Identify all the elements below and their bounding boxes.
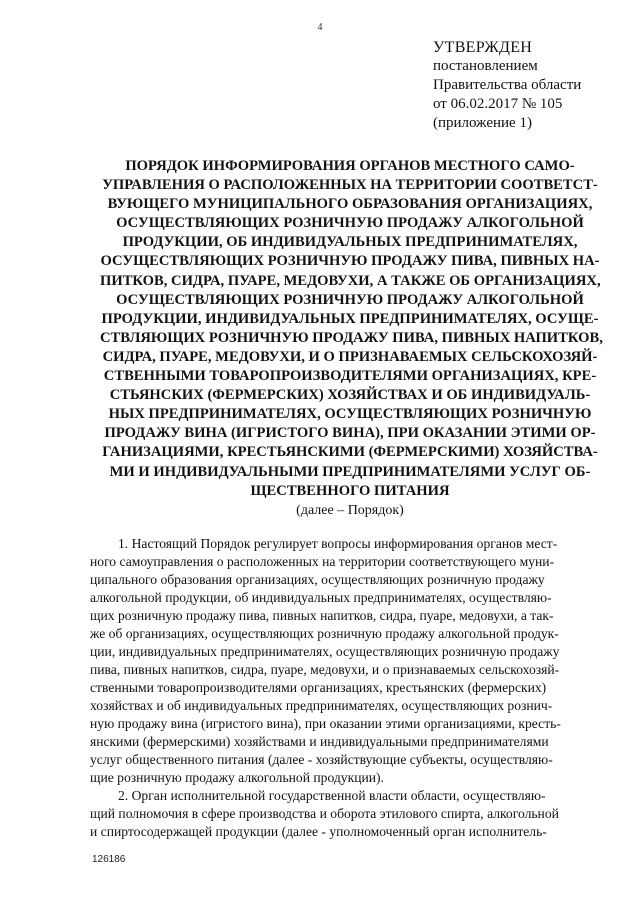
title-line: ПИТКОВ, СИДРА, ПУАРЕ, МЕДОВУХИ, А ТАКЖЕ ОБ ОРГАНИЗАЦИЯХ, bbox=[100, 272, 601, 289]
paragraph-1-line: услуг общественного питания (далее - хозяйствующие субъекты, осуществляю- bbox=[90, 752, 553, 767]
paragraph-1-line: же об организациях, осуществляющих розничную продажу алкогольной продук- bbox=[90, 626, 559, 641]
document-title bbox=[100, 157, 603, 520]
approval-block bbox=[433, 38, 633, 133]
paragraph-1-line: алкогольной продукции, об индивидуальных предпринимателях, осуществляю- bbox=[90, 590, 552, 605]
title-line: НЫХ ПРЕДПРИНИМАТЕЛЯХ, ОСУЩЕСТВЛЯЮЩИХ РОЗНИЧНУЮ bbox=[108, 406, 592, 423]
paragraph-1-line: хозяйствах и об индивидуальных предпринимателях, осуществляющих рознич- bbox=[90, 698, 553, 713]
title-line: ПРОДУКЦИИ, ОБ ИНДИВИДУАЛЬНЫХ ПРЕДПРИНИМАТЕЛЯХ, bbox=[122, 234, 578, 251]
paragraph-1-line: пива, пивных напитков, сидра, пуаре, медовухи, и о признаваемых сельскохозяй- bbox=[90, 662, 560, 677]
title-line: СИДРА, ПУАРЕ, МЕДОВУХИ, И О ПРИЗНАВАЕМЫХ СЕЛЬСКОХОЗЯЙ- bbox=[102, 348, 598, 365]
paragraph-1-line: ного самоуправления о расположенных на территории соответствующего муни- bbox=[90, 554, 555, 569]
paragraph-2-line: и спиртосодержащей продукции (далее - уполномоченный орган исполнитель- bbox=[90, 824, 547, 839]
title-line: ЩЕСТВЕННОГО ПИТАНИЯ bbox=[250, 482, 450, 499]
paragraph-2-line: щий полномочия в сфере производства и оборота этилового спирта, алкогольной bbox=[90, 806, 559, 821]
page-number: 4 bbox=[317, 22, 323, 33]
paragraph-1-line: ципального образования организациях, осуществляющих розничную продажу bbox=[90, 572, 545, 587]
paragraph-1-line: 1. Настоящий Порядок регулирует вопросы информирования органов мест- bbox=[118, 536, 558, 551]
approval-line: от 06.02.2017 № 105 bbox=[433, 96, 563, 112]
title-line: ПРОДУКЦИИ, ИНДИВИДУАЛЬНЫХ ПРЕДПРИНИМАТЕЛЯХ, ОСУЩЕ- bbox=[101, 310, 599, 327]
approval-line: (приложение 1) bbox=[433, 115, 532, 131]
document-body bbox=[90, 535, 613, 841]
title-line: ПРОДАЖУ ВИНА (ИГРИСТОГО ВИНА), ПРИ ОКАЗАНИИ ЭТИМИ ОР- bbox=[104, 425, 596, 442]
paragraph-1-line: ную продажу вина (игристого вина), при оказании этими организациями, кресть- bbox=[90, 716, 561, 731]
paragraph-1-line: ственными товаропроизводителями организациях, крестьянских (фермерских) bbox=[90, 680, 547, 695]
title-line: ПОРЯДОК ИНФОРМИРОВАНИЯ ОРГАНОВ МЕСТНОГО САМО- bbox=[125, 158, 575, 174]
paragraph-2-line: 2. Орган исполнительной государственной власти области, осуществляю- bbox=[118, 788, 546, 803]
document-code: 126186 bbox=[92, 854, 126, 865]
title-line: ОСУЩЕСТВЛЯЮЩИХ РОЗНИЧНУЮ ПРОДАЖУ АЛКОГОЛЬНОЙ bbox=[116, 291, 584, 308]
paragraph-1-line: щих розничную продажу пива, пивных напитков, сидра, пуаре, медовухи, а так- bbox=[90, 608, 554, 623]
approval-heading: УТВЕРЖДЕН bbox=[433, 39, 533, 56]
title-note: (далее – Порядок) bbox=[296, 502, 404, 518]
paragraph-1-line: щие розничную продажу алкогольной продукции). bbox=[90, 770, 384, 785]
title-line: СТВЛЯЮЩИХ РОЗНИЧНУЮ ПРОДАЖУ ПИВА, ПИВНЫХ НАПИТКОВ, bbox=[100, 329, 603, 346]
title-line: МИ И ИНДИВИДУАЛЬНЫМИ ПРЕДПРИНИМАТЕЛЯМИ УСЛУГ ОБ- bbox=[109, 463, 591, 480]
paragraph-1-line: ции, индивидуальных предпринимателях, осуществляющих розничную продажу bbox=[90, 644, 560, 659]
approval-line: постановлением bbox=[433, 58, 538, 74]
title-line: УПРАВЛЕНИЯ О РАСПОЛОЖЕННЫХ НА ТЕРРИТОРИИ СООТВЕТСТ- bbox=[102, 177, 598, 194]
title-line: СТЬЯНСКИХ (ФЕРМЕРСКИХ) ХОЗЯЙСТВАХ И ОБ ИНДИВИДУАЛЬ- bbox=[109, 387, 591, 404]
title-line: ОСУЩЕСТВЛЯЮЩИХ РОЗНИЧНУЮ ПРОДАЖУ ПИВА, ПИВНЫХ НА- bbox=[100, 253, 600, 270]
paragraph-1-line: янскими (фермерскими) хозяйствами и индивидуальными предпринимателями bbox=[90, 734, 549, 749]
title-line: ВУЮЩЕГО МУНИЦИПАЛЬНОГО ОБРАЗОВАНИЯ ОРГАНИЗАЦИЯХ, bbox=[107, 196, 593, 213]
title-line: ОСУЩЕСТВЛЯЮЩИХ РОЗНИЧНУЮ ПРОДАЖУ АЛКОГОЛЬНОЙ bbox=[116, 215, 584, 232]
approval-line: Правительства области bbox=[433, 77, 582, 93]
title-line: СТВЕННЫМИ ТОВАРОПРОИЗВОДИТЕЛЯМИ ОРГАНИЗАЦИЯХ, КРЕ- bbox=[103, 368, 597, 385]
title-line: ГАНИЗАЦИЯМИ, КРЕСТЬЯНСКИМИ (ФЕРМЕРСКИМИ) ХОЗЯЙСТВА- bbox=[102, 444, 598, 461]
